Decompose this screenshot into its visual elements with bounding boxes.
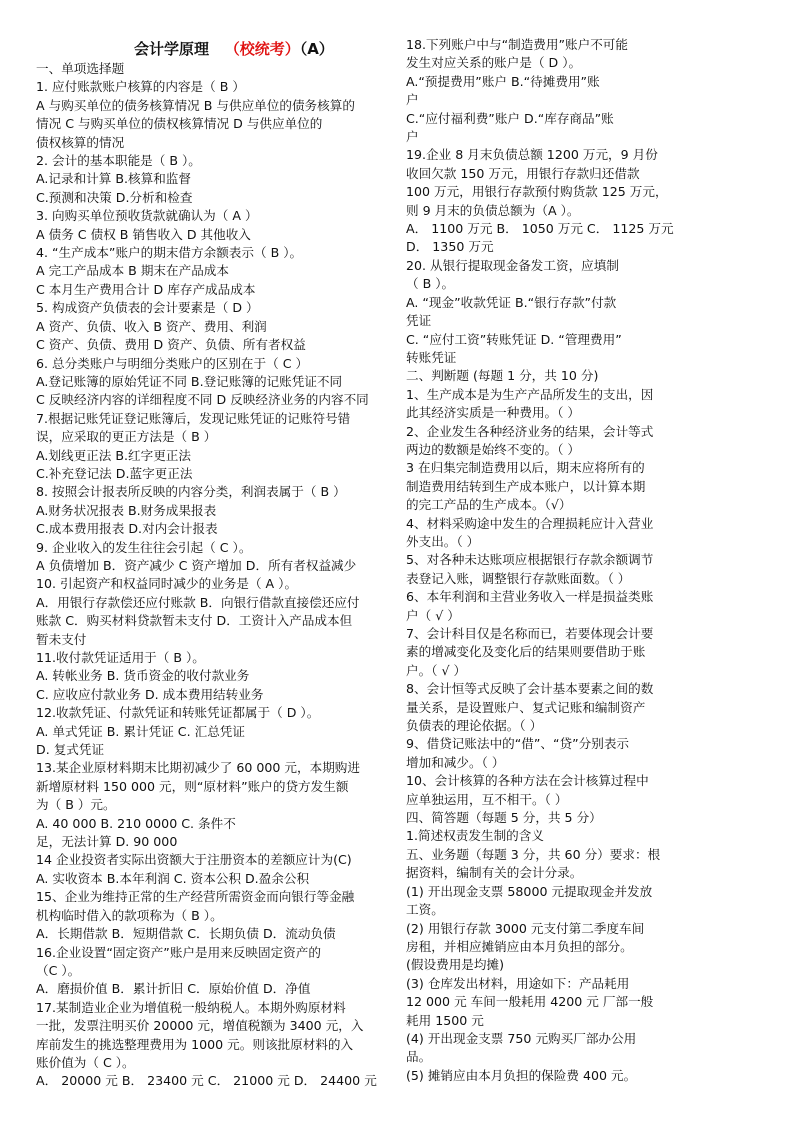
text-line: A.登记账簿的原始凭证不同 B.登记账簿的记账凭证不同: [36, 373, 343, 389]
text-line: 一、单项选择题: [36, 61, 125, 76]
title-main: 会计学原理: [134, 40, 210, 58]
text-line: 3. 向购买单位预收货款就确认为（ A ）: [36, 208, 258, 224]
right-column: [406, 36, 690, 1085]
text-line: 10. 引起资产和权益同时减少的业务是（ A ）。: [36, 576, 298, 592]
text-line: 8. 按照会计报表所反映的内容分类，利润表属于（ B ）: [36, 484, 346, 500]
text-line: 耗用 1500 元: [406, 1012, 484, 1028]
text-line: （ B ）。: [406, 276, 455, 292]
text-line: 此其经济实质是一种费用。（ ）: [406, 405, 581, 421]
text-line: 四、简答题（每题 5 分，共 5 分）: [406, 810, 602, 826]
text-line: A．用银行存款偿还应付账款 B．向银行借款直接偿还应付: [36, 594, 360, 610]
text-line: 增加和减少。（ ）: [406, 754, 505, 770]
text-line: C 本月生产费用合计 D 库存产成品成本: [36, 281, 256, 297]
text-line: 10、会计核算的各种方法在会计核算过程中: [406, 773, 649, 789]
text-line: 16.企业设置“固定资产”账户是用来反映固定资产的: [36, 944, 321, 960]
text-line: 新增原材料 150 000 元，则“原材料”账户的贷方发生额: [36, 778, 349, 794]
text-line: (假设费用是均摊): [406, 957, 504, 973]
text-line: 1.简述权责发生制的含义: [406, 828, 544, 844]
title-school: （校统考）: [224, 40, 300, 58]
text-line: 误，应采取的更正方法是（ B ）: [36, 429, 217, 445]
text-line: 2. 会计的基本职能是（ B ）。: [36, 153, 201, 169]
text-line: 品。: [406, 1049, 432, 1065]
text-line: A. 转帐业务 B. 货币资金的收付款业务: [36, 668, 250, 684]
text-line: 转账凭证: [406, 349, 457, 365]
text-line: 18.下列账户中与“制造费用”账户不可能: [406, 37, 628, 52]
text-line: A 债务 C 债权 B 销售收入 D 其他收入: [36, 226, 251, 242]
text-line: 一批，发票注明买价 20000 元，增值税额为 3400 元，入: [36, 1018, 364, 1034]
text-line: 素的增减变化及变化后的结果则要借助于账: [406, 644, 646, 660]
text-line: D. 复式凭证: [36, 742, 105, 758]
exam-title: [36, 38, 392, 60]
text-line: 房租，并相应摊销应由本月负担的部分。: [406, 938, 633, 954]
text-line: 户。（ √ ）: [406, 662, 467, 678]
text-line: 17.某制造业企业为增值税一般纳税人。本期外购原材料: [36, 999, 346, 1015]
text-line: 11.收付款凭证适用于（ B ）。: [36, 650, 205, 665]
text-line: 7、会计科目仅是名称而已，若要体现会计要: [406, 626, 654, 641]
text-line: A．磨损价值 B．累计折旧 C．原始价值 D．净值: [36, 981, 311, 997]
text-line: (4) 开出现金支票 750 元购买厂部办公用: [406, 1030, 637, 1046]
text-line: 据资料，编制有关的会计分录。: [406, 865, 583, 881]
text-line: 制造费用结转到生产成本账户，以计算本期: [406, 478, 646, 494]
text-line: 账款 C．购买材料贷款暂未支付 D．工资计入产品成本但: [36, 613, 353, 629]
text-line: 2、企业发生各种经济业务的结果，会计等式: [406, 423, 654, 439]
text-line: 1、生产成本是为生产产品所发生的支出，因: [406, 386, 654, 402]
text-line: 5、对各种未达账项应根据银行存款余额调节: [406, 552, 654, 568]
text-line: A．长期借款 B．短期借款 C．长期负债 D．流动负债: [36, 926, 336, 942]
text-line: 外支出。（ ）: [406, 533, 480, 549]
text-line: 则 9 月末的负债总额为（A ）。: [406, 202, 580, 218]
text-line: 库前发生的挑选整理费用为 1000 元。则该批原材料的入: [36, 1036, 354, 1052]
text-line: 7.根据记账凭证登记账簿后，发现记账凭证的记账符号错: [36, 410, 351, 426]
text-line: 20. 从银行提取现金备发工资，应填制: [406, 257, 619, 273]
text-line: 户: [406, 92, 419, 108]
text-line: 工资。: [406, 902, 444, 918]
text-line: C 资产、负债、费用 D 资产、负债、所有者权益: [36, 337, 306, 353]
text-line: 机构临时借入的款项称为（ B ）。: [36, 907, 223, 923]
text-line: 1. 应付账款账户核算的内容是（ B ）: [36, 79, 245, 95]
text-line: 户（ √ ）: [406, 607, 460, 623]
title-version: （A）: [299, 40, 334, 58]
text-line: 12.收款凭证、付款凭证和转账凭证都属于（ D ）。: [36, 705, 320, 721]
text-line: 5. 构成资产负债表的会计要素是（ D ）: [36, 300, 259, 316]
text-line: 8、会计恒等式反映了会计基本要素之间的数: [406, 681, 654, 697]
text-line: C 反映经济内容的详细程度不同 D 反映经济业务的内容不同: [36, 392, 369, 408]
text-line: A. 实收资本 B.本年利润 C. 资本公积 D.盈余公积: [36, 870, 310, 886]
text-line: 足，无法计算 D. 90 000: [36, 834, 178, 850]
text-line: 发生对应关系的账户是（ D ）。: [406, 55, 582, 71]
text-line: A 完工产品成本 B 期末在产品成本: [36, 263, 229, 279]
text-line: C.预测和决策 D.分析和检查: [36, 189, 193, 205]
text-line: 4. “生产成本”账户的期末借方余额表示（ B ）。: [36, 245, 303, 261]
text-line: 15、企业为维持正常的生产经营所需资金而向银行等金融: [36, 889, 355, 905]
text-line: 6、本年利润和主营业务收入一样是损益类账: [406, 589, 654, 605]
text-line: 情况 C 与购买单位的债权核算情况 D 与供应单位的: [36, 116, 323, 132]
text-line: 债权核算的情况: [36, 134, 125, 150]
text-line: （C ）。: [36, 962, 81, 978]
text-line: 收回欠款 150 万元，用银行存款归还借款: [406, 165, 640, 181]
left-question-list: [36, 60, 392, 1091]
text-line: A 资产、负债、收入 B 资产、费用、利润: [36, 318, 267, 334]
text-line: C.“应付福利费”账户 D.“库存商品”账: [406, 110, 614, 126]
text-line: 凭证: [406, 313, 432, 329]
text-line: A. 40 000 B. 210 0000 C. 条件不: [36, 815, 236, 831]
text-line: (5) 摊销应由本月负担的保险费 400 元。: [406, 1067, 637, 1083]
text-line: A.财务状况报表 B.财务成果报表: [36, 502, 217, 518]
text-line: (1) 开出现金支票 58000 元提取现金并发放: [406, 883, 653, 899]
text-line: 100 万元，用银行存款预付购货款 125 万元，: [406, 184, 668, 200]
text-line: 3 在归集完制造费用以后，期末应将所有的: [406, 460, 645, 476]
text-line: 暂未支付: [36, 631, 87, 647]
text-line: C.补充登记法 D.蓝字更正法: [36, 465, 193, 481]
text-line: 12 000 元 车间一般耗用 4200 元 厂部一般: [406, 994, 654, 1010]
text-line: A． 1100 万元 B． 1050 万元 C． 1125 万元: [406, 221, 674, 237]
text-line: (3) 仓库发出材料，用途如下：产品耗用: [406, 975, 630, 991]
text-line: C. “应付工资”转账凭证 D. “管理费用”: [406, 331, 622, 347]
text-line: 9. 企业收入的发生往往会引起（ C ）。: [36, 539, 252, 555]
right-question-list: [406, 36, 690, 1085]
left-column: [36, 38, 392, 1091]
text-line: C. 应收应付款业务 D. 成本费用结转业务: [36, 686, 264, 702]
text-line: 五、业务题（每题 3 分，共 60 分）要求：根: [406, 846, 661, 862]
text-line: C.成本费用报表 D.对内会计报表: [36, 521, 218, 537]
text-line: A.划线更正法 B.红字更正法: [36, 447, 191, 463]
text-line: A. 单式凭证 B. 累计凭证 C. 汇总凭证: [36, 723, 245, 739]
text-line: A 与购买单位的债务核算情况 B 与供应单位的债务核算的: [36, 97, 355, 113]
text-line: 13.某企业原材料期末比期初减少了 60 000 元，本期购进: [36, 760, 360, 776]
text-line: (2) 用银行存款 3000 元支付第二季度车间: [406, 920, 645, 936]
text-line: A 负债增加 B．资产减少 C 资产增加 D．所有者权益减少: [36, 557, 357, 573]
text-line: 量关系，是设置账户、复式记账和编制资产: [406, 699, 646, 715]
text-line: 的完工产品的生产成本。（√）: [406, 497, 572, 513]
text-line: D． 1350 万元: [406, 239, 494, 255]
text-line: 户: [406, 129, 419, 145]
text-line: A． 20000 元 B． 23400 元 C． 21000 元 D． 24400 元: [36, 1073, 377, 1089]
text-line: A.“预提费用”账户 B.“待摊费用”账: [406, 73, 600, 89]
text-line: 表登记入账，调整银行存款账面数。（ ）: [406, 570, 631, 586]
text-line: 6. 总分类账户与明细分类账户的区别在于（ C ）: [36, 355, 309, 371]
text-line: A. “现金”收款凭证 B.“银行存款”付款: [406, 294, 617, 310]
text-line: 14 企业投资者实际出资额大于注册资本的差额应计为(C): [36, 852, 352, 868]
text-line: 应单独运用，互不相干。（ ）: [406, 791, 568, 807]
text-line: 9、借贷记账法中的“借”、“贷”分别表示: [406, 736, 630, 752]
text-line: A.记录和计算 B.核算和监督: [36, 171, 191, 187]
text-line: 二、判断题 (每题 1 分，共 10 分): [406, 368, 599, 384]
text-line: 为（ B ）元。: [36, 797, 116, 813]
text-line: 4、材料采购途中发生的合理损耗应计入营业: [406, 515, 654, 531]
text-line: 19.企业 8 月末负债总额 1200 万元，9 月份: [406, 147, 658, 163]
text-line: 两边的数额是始终不变的。（ ）: [406, 441, 581, 457]
text-line: 负债表的理论依据。（ ）: [406, 718, 543, 734]
text-line: 账价值为（ C ）。: [36, 1054, 135, 1070]
